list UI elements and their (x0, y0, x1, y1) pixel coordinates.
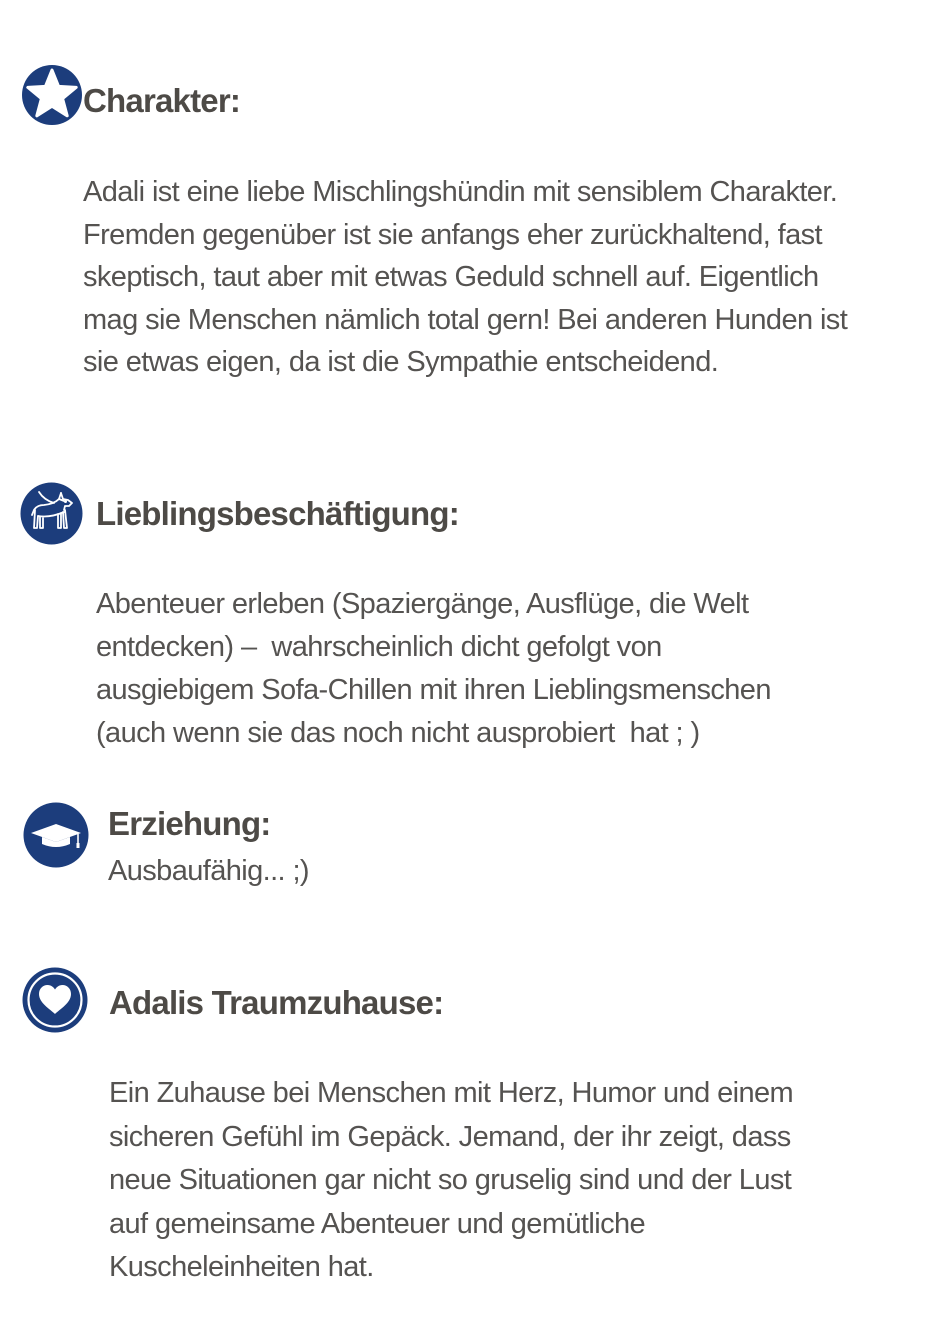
star-icon (21, 64, 83, 126)
text-line: skeptisch, taut aber mit etwas Geduld schnell auf. Eigentlich (83, 261, 819, 293)
text-line: ausgiebigem Sofa-Chillen mit ihren Lieblingsmenschen (96, 674, 771, 706)
section-title-lieblingsbeschaeftigung: Lieblingsbeschäftigung: (96, 495, 459, 532)
section-text-lieblingsbeschaeftigung (96, 583, 771, 755)
section-title-traumzuhause: Adalis Traumzuhause: (109, 984, 444, 1021)
text-line: sicheren Gefühl im Gepäck. Jemand, der ihr zeigt, dass (109, 1120, 791, 1153)
section-title-charakter: Charakter: (83, 82, 241, 119)
section-text-traumzuhause (109, 1072, 793, 1290)
section-title-erziehung: Erziehung: (108, 805, 271, 842)
text-line: (auch wenn sie das noch nicht ausprobiert hat ; ) (96, 717, 700, 749)
text-line: Adali ist eine liebe Mischlingshündin mit sensiblem Charakter. (83, 176, 838, 208)
section-text-erziehung (108, 851, 309, 891)
text-line: entdecken) – wahrscheinlich dicht gefolgt von (96, 631, 662, 663)
text-line: neue Situationen gar nicht so gruselig sind und der Lust (109, 1164, 792, 1196)
text-line: Kuscheleinheiten hat. (109, 1251, 374, 1283)
dog-icon (20, 482, 83, 545)
text-line: Ausbaufähig... ;) (108, 855, 309, 887)
text-line: Ein Zuhause bei Menschen mit Herz, Humor und einem (109, 1077, 794, 1109)
text-line: sie etwas eigen, da ist die Sympathie entscheidend. (83, 346, 719, 378)
heart-icon (22, 967, 88, 1033)
text-line: Abenteuer erleben (Spaziergänge, Ausflüge, die Welt (96, 588, 749, 620)
text-line: mag sie Menschen nämlich total gern! Bei anderen Hunden ist (83, 303, 848, 336)
graduation-cap-icon (23, 802, 89, 868)
text-line: Fremden gegenüber ist sie anfangs eher zurückhaltend, fast (83, 218, 822, 251)
section-text-charakter (83, 171, 847, 384)
text-line: auf gemeinsame Abenteuer und gemütliche (109, 1207, 646, 1240)
